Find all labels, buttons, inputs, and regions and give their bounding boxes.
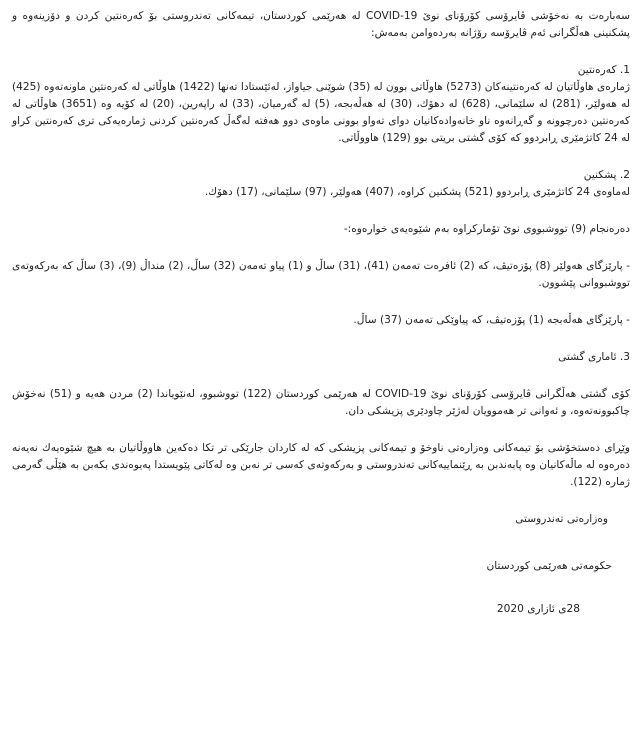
result-intro: دەرەنجام (9) تووشبووی نوێ تۆمارکراوە بەم شێوەیەی خوارەوە:- xyxy=(343,223,630,235)
closing-paragraph: وێڕای دەستخۆشی بۆ تیمەکانی وەزارەتی ناوخۆ و تیمەکانی پزیشکی کە لە کاردان جارێکی تر تکا دەکەین هاووڵاتیان بە هیچ شێوەیەك نەیەنە دەرەوە لە ماڵەکانیان وە پابەندبن بە ڕێنماییەکانی تەندروستی و بەرکەوتەی کەسی تر نەبن وە لەکاتی پێویستدا پەیوەندی بکەبن بە هێڵی گەرمی ژمارە (122). xyxy=(12,442,630,488)
intro-paragraph: سەبارەت بە نەخۆشی ڤایرۆسی کۆرۆنای نوێ COVID-19 لە هەرێمی کوردستان، تیمەکانی تەندروستی بۆ کەرەنتین کردن و دۆزینەوە و پشکنینی هەڵگرانی ئەم ڤایرۆسە رۆژانە بەردەوامن بەمەش: xyxy=(12,10,630,39)
section-2-testing-body: لەماوەی 24 کاتژمێری ڕابردوو (521) پشکنین کراوە، (407) هەولێر، (97) سلێمانی، (17) دهۆك. xyxy=(204,186,630,198)
section-3-heading: 3. ئاماری گشتی xyxy=(558,351,630,363)
result-bullet-erbil: - پارێزگای هەولێر (8) پۆزەتیڤ، کە (2) ئافرەت تەمەن (41)، (31) ساڵ و (1) پیاو تەمەن (32) ساڵ، (2) منداڵ (9)، (3) ساڵ کە بەرکەوتەی تووشبووانی پێشوون. xyxy=(12,260,631,289)
signoff-government: حکومەتی هەرێمی کوردستان xyxy=(486,560,612,572)
section-1-quarantine-body: ژمارەی هاوڵاتیان لە کەرەنتینەکان (5273) هاوڵاتی بوون لە (35) شوێنی جیاواز، لەئێستادا تەنها (1422) هاوڵاتی لە کەرەنتین ماونەتەوە (425) لە هەولێر، (281) لە سلێمانی، (628) لە دهۆك، (30) لە هەڵەبجە، (5) لە گەرمیان، (33) لە راپەرین، (20) لە کۆیە وە (3651) هاوڵاتی لە کەرەنتین دەرچوونە و گەڕانەوە ناو خانەوادەکانیان دوای تەواو بوونی ماوەی دوو هەفتە لەگەڵ کەرەنتین کردنی ژمارەیەکی تری کەرەنتین کراو لە 24 کاتژمێری ڕابردوو کە کۆی گشتی بریتی بوو (129) هاووڵاتی. xyxy=(12,81,630,144)
section-3-statistics-body: کۆی گشتی هەڵگرانی ڤایرۆسی کۆرۆنای نوێ COVID-19 لە هەرێمی کوردستان (122) تووشبوو، لەنێویاندا (2) مردن هەیە و (51) نەخۆش چاکبوونەتەوە، و ئەوانی تر هەموویان لەژێر چاودێری پزیشکی دان. xyxy=(12,388,631,417)
result-bullet-halabja: - پارێزگای هەڵەبجە (1) پۆزەتیڤ، کە پیاوێکی تەمەن (37) ساڵ. xyxy=(353,314,630,326)
signoff-date: 28ی ئازاری 2020 xyxy=(496,603,580,615)
section-1-heading: 1. کەرەنتین xyxy=(577,64,630,76)
signoff-block xyxy=(12,511,630,618)
signoff-ministry: وەزارەتی تەندروستی xyxy=(515,513,608,525)
section-2-heading: 2. پشکنین xyxy=(583,169,630,181)
